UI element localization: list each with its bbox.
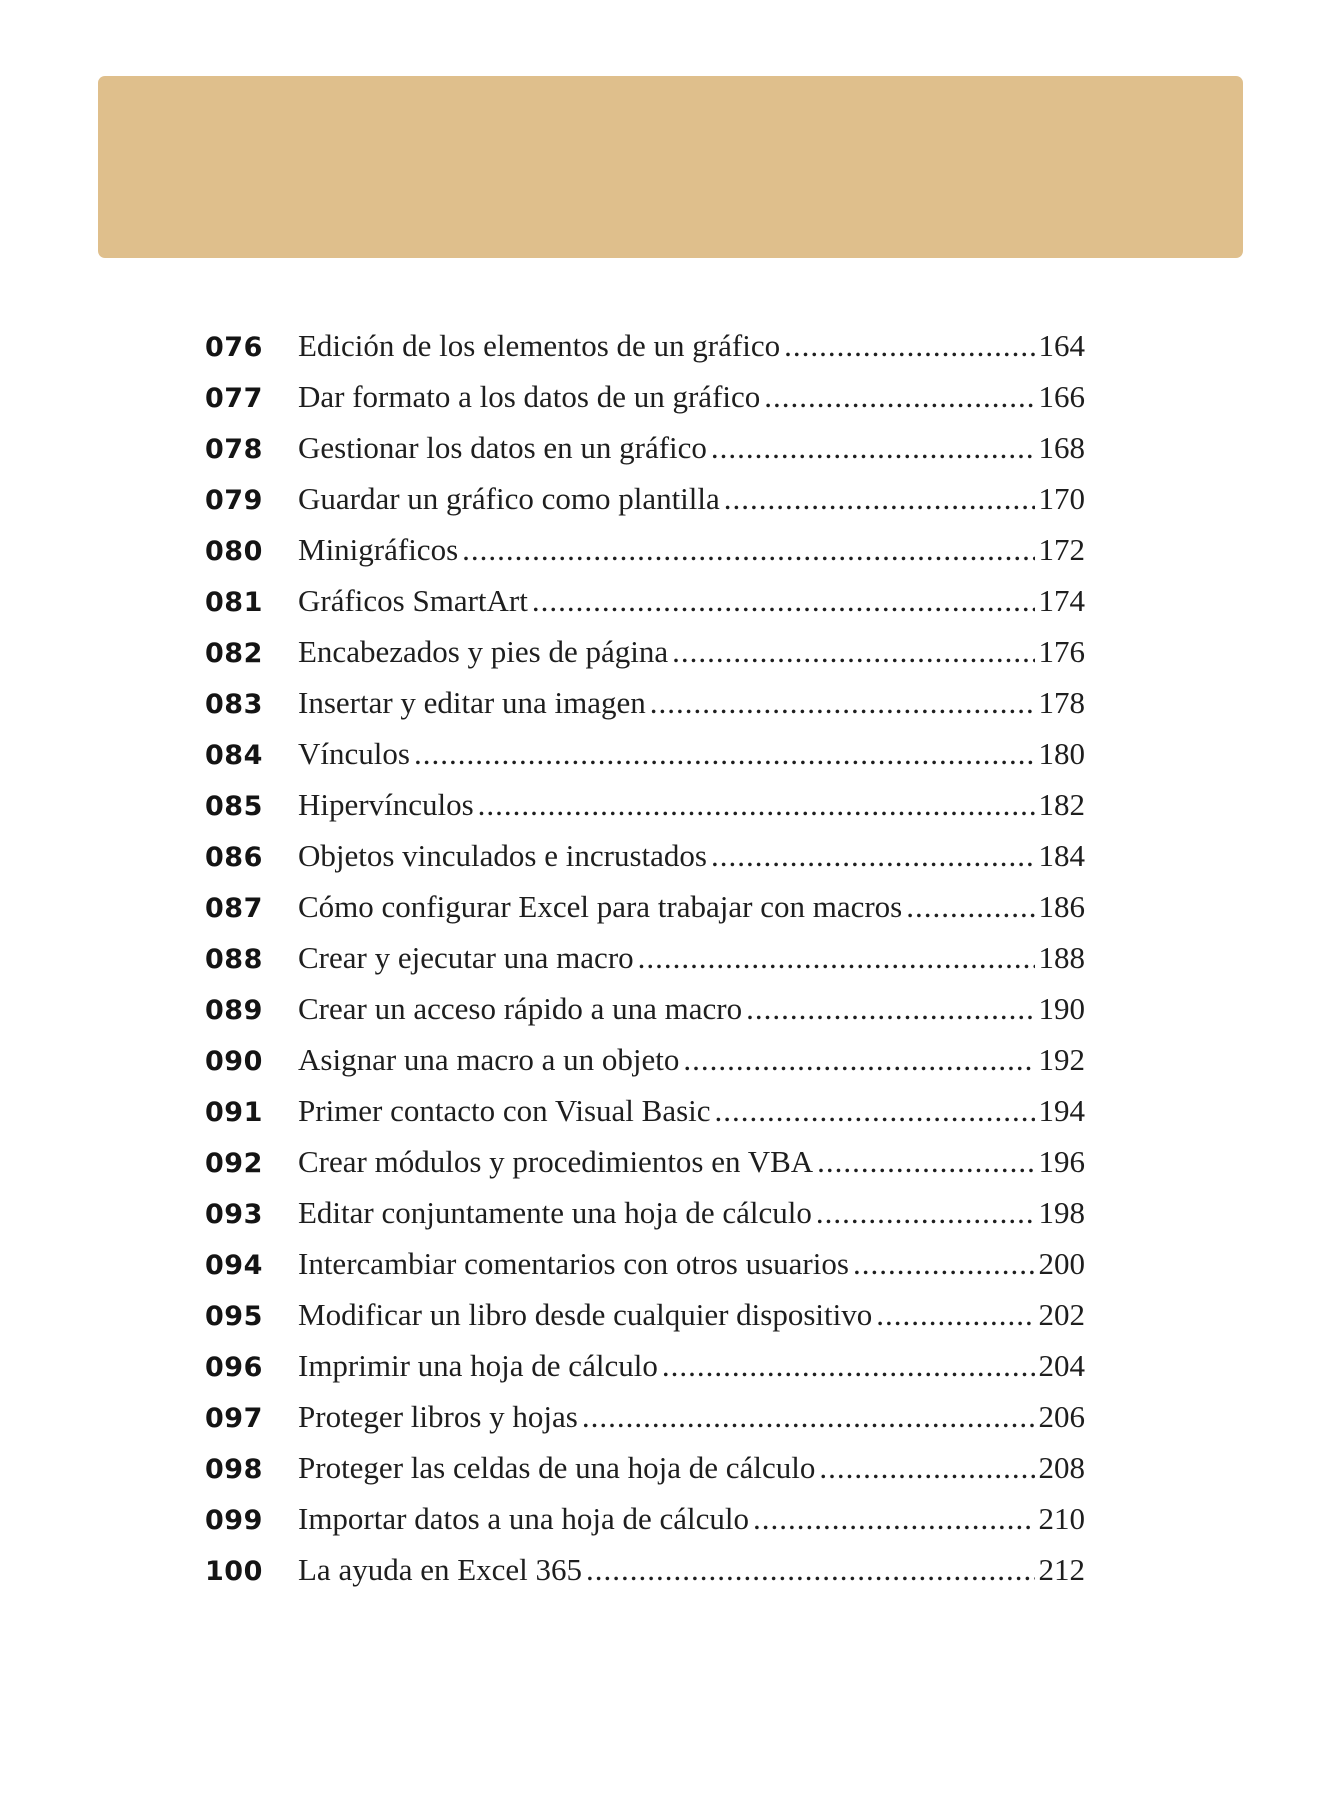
toc-entry-title: Editar conjuntamente una hoja de cálculo bbox=[298, 1195, 812, 1230]
toc-dot-leader bbox=[876, 1289, 1034, 1340]
toc-dot-leader bbox=[650, 677, 1035, 728]
toc-dot-leader bbox=[711, 830, 1035, 881]
toc-entry-page: 180 bbox=[1038, 736, 1085, 771]
toc-dot-leader bbox=[853, 1238, 1035, 1289]
toc-entry bbox=[205, 830, 1085, 881]
toc-entry-page: 172 bbox=[1038, 532, 1085, 567]
toc-entry bbox=[205, 1085, 1085, 1136]
toc-entry bbox=[205, 1391, 1085, 1442]
toc-entry bbox=[205, 626, 1085, 677]
toc-dot-leader bbox=[672, 626, 1034, 677]
toc-entry-number: 084 bbox=[205, 740, 263, 771]
toc-dot-leader bbox=[784, 320, 1034, 371]
toc-entry-title: Intercambiar comentarios con otros usuarios bbox=[298, 1246, 849, 1281]
toc-entry-number: 090 bbox=[205, 1046, 263, 1077]
toc-entry-page: 164 bbox=[1038, 328, 1085, 363]
toc-entry-number: 076 bbox=[205, 332, 263, 363]
toc-entry-number: 081 bbox=[205, 587, 263, 618]
toc-dot-leader bbox=[662, 1340, 1035, 1391]
toc-entry-title: Edición de los elementos de un gráfico bbox=[298, 328, 781, 363]
toc-entry-title: Minigráficos bbox=[298, 532, 459, 567]
toc-entry-title: Objetos vinculados e incrustados bbox=[298, 838, 707, 873]
toc-entry-page: 182 bbox=[1038, 787, 1085, 822]
toc-entry-page: 204 bbox=[1038, 1348, 1085, 1383]
toc-entry-number: 087 bbox=[205, 893, 263, 924]
toc-dot-leader bbox=[817, 1136, 1034, 1187]
toc-dot-leader bbox=[816, 1187, 1035, 1238]
toc-entry-number: 093 bbox=[205, 1199, 263, 1230]
toc-entry-title: Hipervínculos bbox=[298, 787, 474, 822]
toc-entry-page: 196 bbox=[1038, 1144, 1085, 1179]
toc-dot-leader bbox=[683, 1034, 1034, 1085]
toc-entry-number: 089 bbox=[205, 995, 263, 1026]
toc-dot-leader bbox=[819, 1442, 1034, 1493]
toc-entry-page: 166 bbox=[1038, 379, 1085, 414]
toc-entry bbox=[205, 1289, 1085, 1340]
toc-entry bbox=[205, 473, 1085, 524]
toc-entry-page: 192 bbox=[1038, 1042, 1085, 1077]
toc-entry bbox=[205, 983, 1085, 1034]
toc-entry-title: Proteger las celdas de una hoja de cálculo bbox=[298, 1450, 816, 1485]
toc-entry-title: Guardar un gráfico como plantilla bbox=[298, 481, 720, 516]
toc-entry-page: 206 bbox=[1038, 1399, 1085, 1434]
toc-entry-page: 194 bbox=[1038, 1093, 1085, 1128]
toc-entry-title: Primer contacto con Visual Basic bbox=[298, 1093, 711, 1128]
toc-entry-title: Proteger libros y hojas bbox=[298, 1399, 578, 1434]
toc-dot-leader bbox=[906, 881, 1034, 932]
toc-entry bbox=[205, 575, 1085, 626]
toc-dot-leader bbox=[478, 779, 1035, 830]
table-of-contents bbox=[205, 320, 1085, 1595]
toc-entry-page: 174 bbox=[1038, 583, 1085, 618]
toc-entry-page: 188 bbox=[1038, 940, 1085, 975]
toc-entry bbox=[205, 932, 1085, 983]
toc-entry-title: Crear módulos y procedimientos en VBA bbox=[298, 1144, 814, 1179]
toc-dot-leader bbox=[462, 524, 1034, 575]
toc-dot-leader bbox=[746, 983, 1034, 1034]
toc-entry bbox=[205, 1034, 1085, 1085]
toc-entry-number: 094 bbox=[205, 1250, 263, 1281]
toc-dot-leader bbox=[753, 1493, 1034, 1544]
toc-entry bbox=[205, 524, 1085, 575]
toc-dot-leader bbox=[638, 932, 1035, 983]
toc-dot-leader bbox=[715, 1085, 1035, 1136]
header-band bbox=[98, 76, 1243, 258]
toc-entry-number: 078 bbox=[205, 434, 263, 465]
toc-entry-page: 212 bbox=[1038, 1552, 1085, 1587]
toc-entry-page: 190 bbox=[1038, 991, 1085, 1026]
toc-dot-leader bbox=[764, 371, 1034, 422]
toc-entry bbox=[205, 1442, 1085, 1493]
toc-entry-title: Modificar un libro desde cualquier dispositivo bbox=[298, 1297, 873, 1332]
toc-dot-leader bbox=[582, 1391, 1035, 1442]
toc-dot-leader bbox=[532, 575, 1035, 626]
toc-entry-number: 088 bbox=[205, 944, 263, 975]
toc-entry-page: 186 bbox=[1038, 889, 1085, 924]
toc-entry-number: 082 bbox=[205, 638, 263, 669]
toc-entry-number: 080 bbox=[205, 536, 263, 567]
toc-entry-title: Crear y ejecutar una macro bbox=[298, 940, 634, 975]
toc-dot-leader bbox=[414, 728, 1035, 779]
toc-entry-page: 170 bbox=[1038, 481, 1085, 516]
toc-entry bbox=[205, 1238, 1085, 1289]
toc-entry bbox=[205, 1340, 1085, 1391]
toc-entry-title: Encabezados y pies de página bbox=[298, 634, 669, 669]
toc-entry-page: 184 bbox=[1038, 838, 1085, 873]
toc-entry-number: 079 bbox=[205, 485, 263, 516]
toc-entry-title: Imprimir una hoja de cálculo bbox=[298, 1348, 658, 1383]
toc-entry-page: 210 bbox=[1038, 1501, 1085, 1536]
toc-entry-page: 202 bbox=[1038, 1297, 1085, 1332]
toc-entry-title: La ayuda en Excel 365 bbox=[298, 1552, 583, 1587]
toc-entry-title: Cómo configurar Excel para trabajar con macros bbox=[298, 889, 903, 924]
toc-entry-number: 098 bbox=[205, 1454, 263, 1485]
toc-entry-number: 085 bbox=[205, 791, 263, 822]
toc-dot-leader bbox=[586, 1544, 1034, 1595]
toc-entry-number: 096 bbox=[205, 1352, 263, 1383]
toc-entry bbox=[205, 728, 1085, 779]
toc-entry bbox=[205, 1493, 1085, 1544]
toc-entry bbox=[205, 1136, 1085, 1187]
toc-entry-number: 100 bbox=[205, 1556, 263, 1587]
toc-entry bbox=[205, 371, 1085, 422]
toc-entry bbox=[205, 320, 1085, 371]
toc-entry bbox=[205, 1544, 1085, 1595]
toc-entry-title: Dar formato a los datos de un gráfico bbox=[298, 379, 761, 414]
toc-entry-number: 097 bbox=[205, 1403, 263, 1434]
toc-entry-title: Asignar una macro a un objeto bbox=[298, 1042, 680, 1077]
toc-entry bbox=[205, 779, 1085, 830]
toc-entry-title: Vínculos bbox=[298, 736, 410, 771]
toc-entry-number: 083 bbox=[205, 689, 263, 720]
toc-entry-number: 095 bbox=[205, 1301, 263, 1332]
toc-entry-number: 092 bbox=[205, 1148, 263, 1179]
toc-entry-page: 178 bbox=[1038, 685, 1085, 720]
toc-entry-page: 176 bbox=[1038, 634, 1085, 669]
toc-entry bbox=[205, 422, 1085, 473]
toc-entry-title: Importar datos a una hoja de cálculo bbox=[298, 1501, 750, 1536]
toc-entry-page: 208 bbox=[1038, 1450, 1085, 1485]
toc-entry-page: 200 bbox=[1038, 1246, 1085, 1281]
toc-entry bbox=[205, 1187, 1085, 1238]
toc-entry-number: 099 bbox=[205, 1505, 263, 1536]
toc-entry bbox=[205, 881, 1085, 932]
toc-entry-title: Crear un acceso rápido a una macro bbox=[298, 991, 743, 1026]
toc-dot-leader bbox=[724, 473, 1035, 524]
toc-dot-leader bbox=[711, 422, 1035, 473]
toc-entry-title: Gestionar los datos en un gráfico bbox=[298, 430, 707, 465]
toc-entry-title: Gráficos SmartArt bbox=[298, 583, 528, 618]
toc-entry-number: 077 bbox=[205, 383, 263, 414]
toc-entry-number: 086 bbox=[205, 842, 263, 873]
toc-entry bbox=[205, 677, 1085, 728]
toc-entry-page: 198 bbox=[1038, 1195, 1085, 1230]
toc-entry-title: Insertar y editar una imagen bbox=[298, 685, 646, 720]
toc-entry-number: 091 bbox=[205, 1097, 263, 1128]
toc-entry-page: 168 bbox=[1038, 430, 1085, 465]
